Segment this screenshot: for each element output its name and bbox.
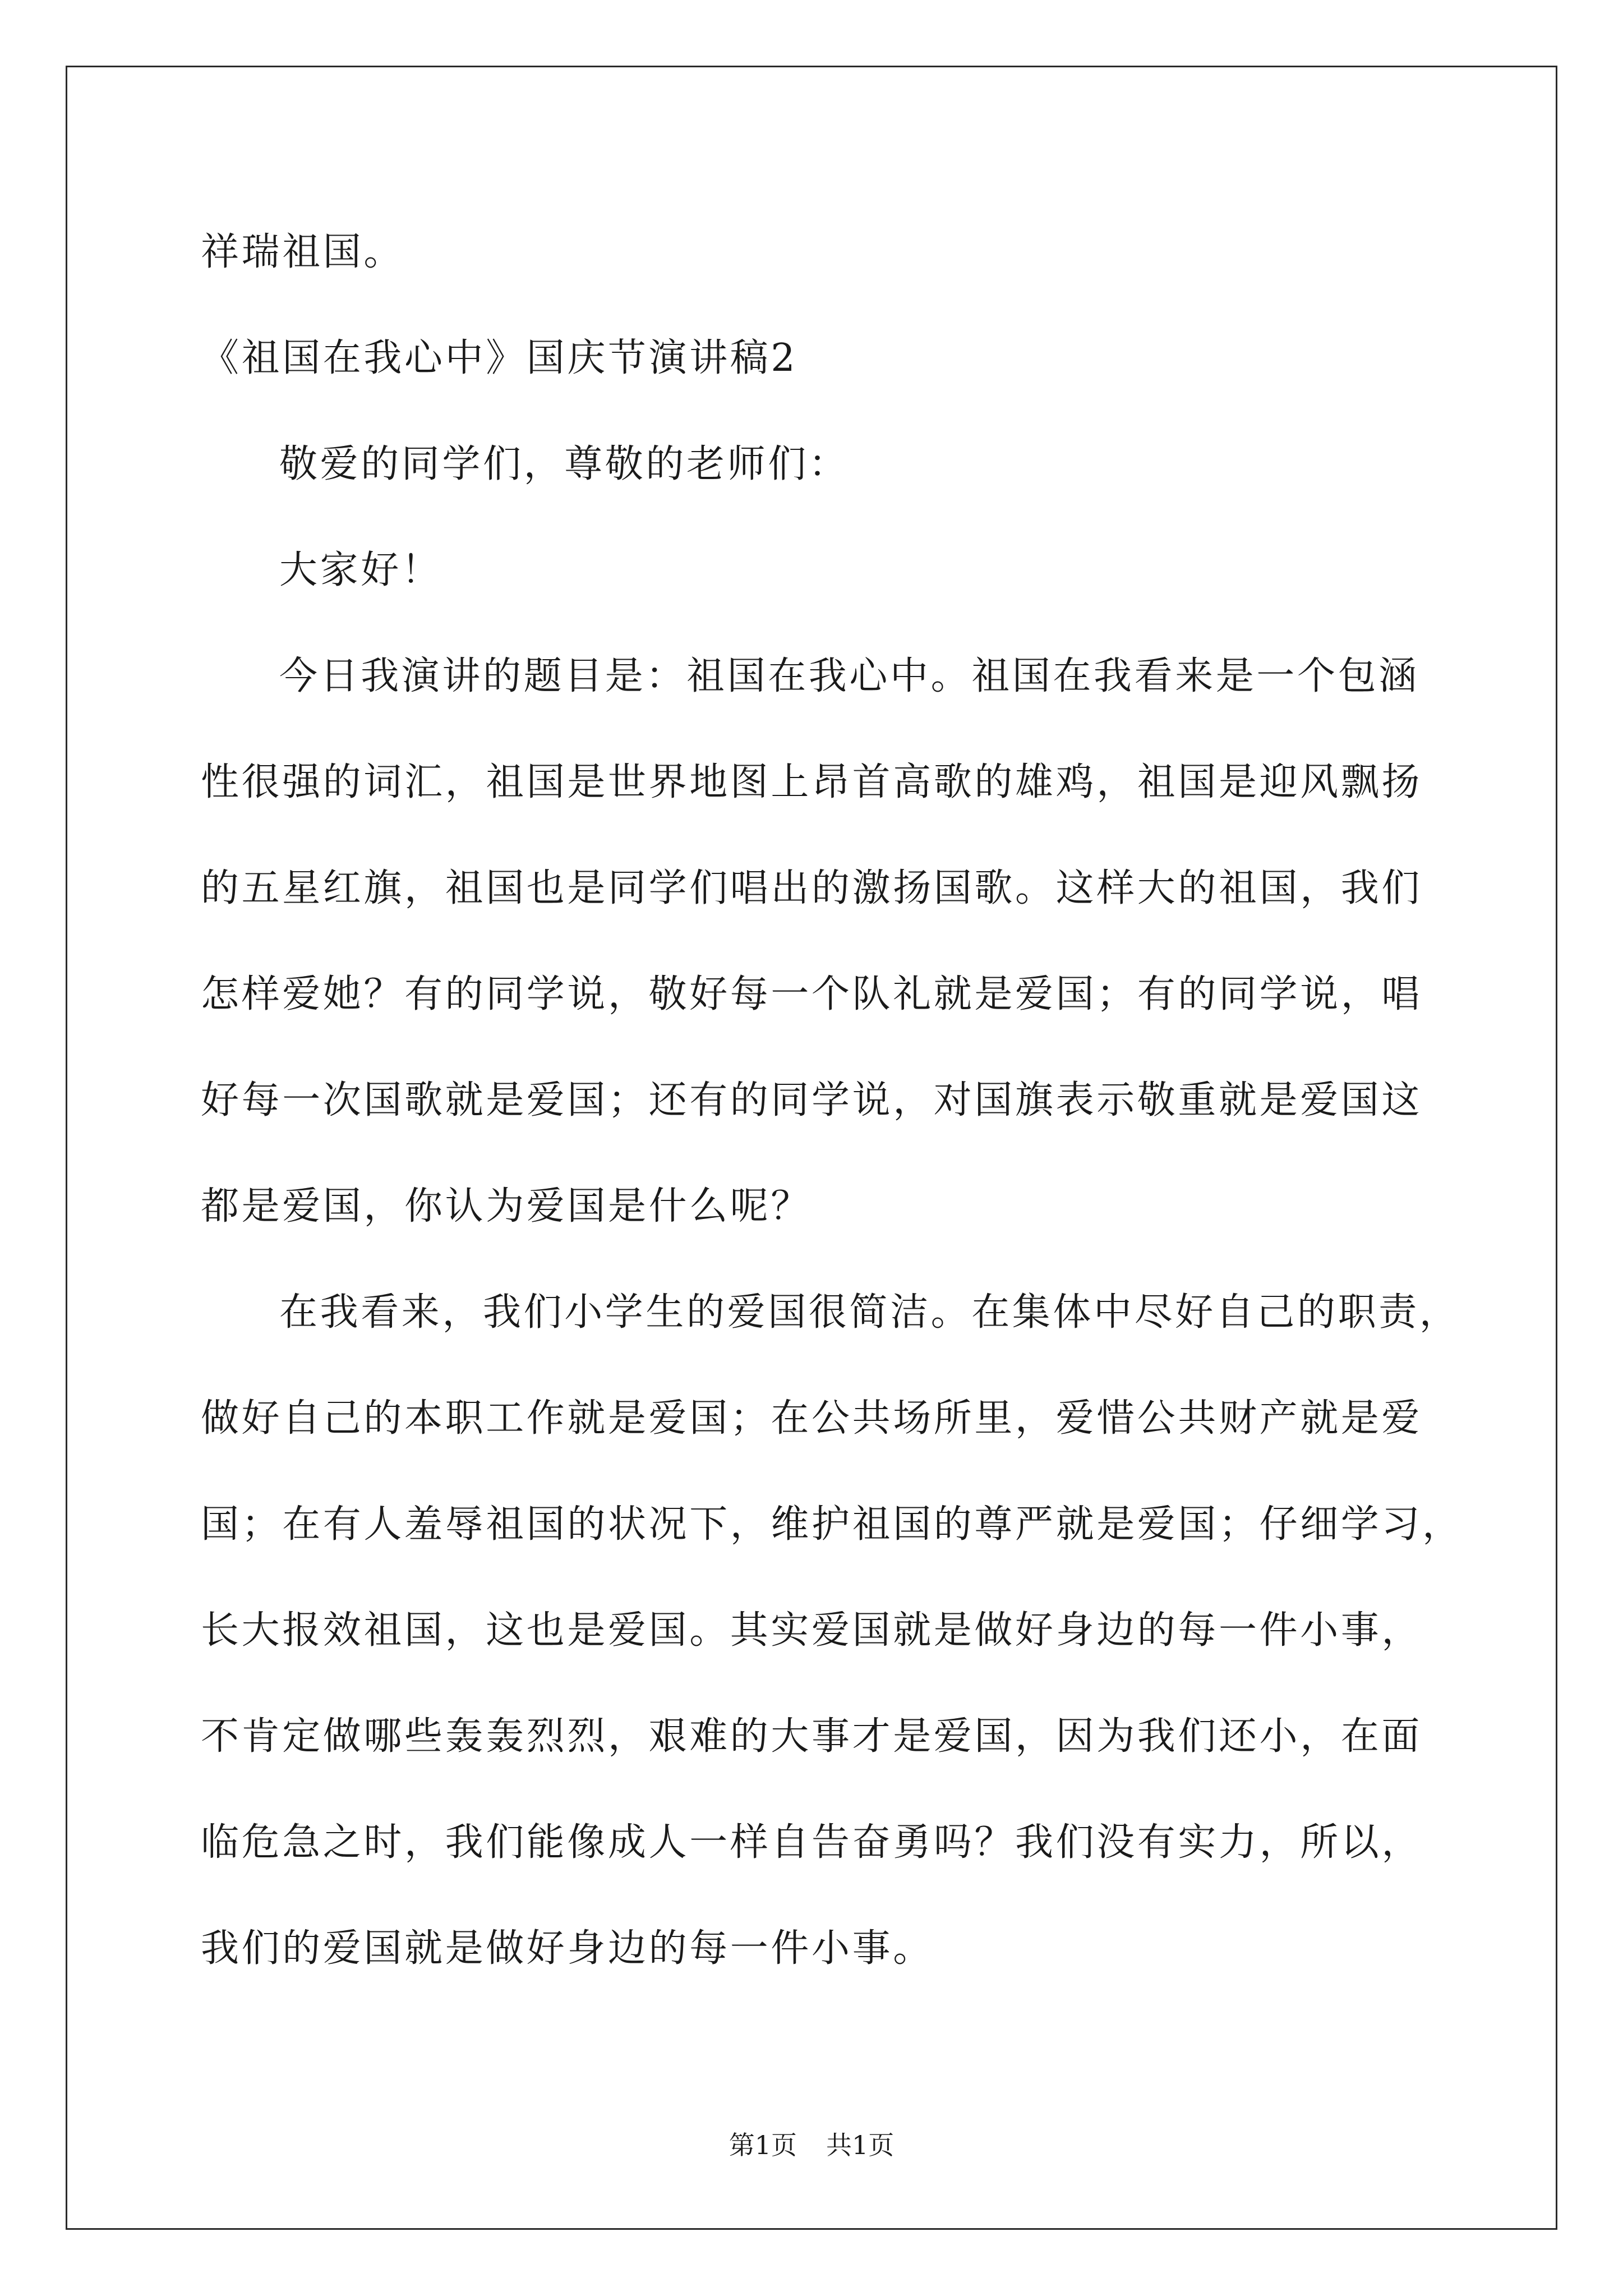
paragraph-1 <box>201 623 1536 1259</box>
paragraph-line: 好每一次国歌就是爱国；还有的同学说，对国旗表示敬重就是爱国这 <box>201 1078 1423 1122</box>
page-total: 共1页 <box>826 2130 895 2160</box>
document-body <box>201 199 1536 2001</box>
paragraph-line: 临危急之时，我们能像成人一样自告奋勇吗？我们没有实力，所以， <box>201 1820 1423 1865</box>
paragraph-2 <box>201 1259 1536 2001</box>
paragraph-line: 长大报效祖国，这也是爱国。其实爱国就是做好身边的每一件小事， <box>201 1608 1423 1653</box>
paragraph-line: 在我看来，我们小学生的爱国很简洁。在集体中尽好自己的职责， <box>279 1290 1460 1335</box>
paragraph-line: 国；在有人羞辱祖国的状况下，维护祖国的尊严就是爱国；仔细学习， <box>201 1502 1463 1547</box>
paragraph-line: 怎样爱她？有的同学说，敬好每一个队礼就是爱国；有的同学说，唱 <box>201 972 1423 1016</box>
greeting: 大家好！ <box>279 548 442 592</box>
salutation: 敬爱的同学们，尊敬的老师们： <box>279 442 850 486</box>
page-number: 第1页 <box>728 2130 797 2160</box>
paragraph-line: 我们的爱国就是做好身边的每一件小事。 <box>201 1926 934 1971</box>
paragraph-line: 做好自己的本职工作就是爱国；在公共场所里，爱惜公共财产就是爱 <box>201 1396 1423 1441</box>
paragraph-line: 都是爱国，你认为爱国是什么呢？ <box>201 1184 812 1228</box>
paragraph-line: 今日我演讲的题目是：祖国在我心中。祖国在我看来是一个包涵 <box>279 654 1419 698</box>
speech-title: 《祖国在我心中》国庆节演讲稿2 <box>201 336 798 380</box>
paragraph-line: 不肯定做哪些轰轰烈烈，艰难的大事才是爱国，因为我们还小，在面 <box>201 1714 1423 1759</box>
paragraph-line: 的五星红旗，祖国也是同学们唱出的激扬国歌。这样大的祖国，我们 <box>201 866 1423 910</box>
page-footer <box>0 2128 1623 2162</box>
paragraph-line: 性很强的词汇，祖国是世界地图上昂首高歌的雄鸡，祖国是迎风飘扬 <box>201 760 1423 804</box>
continuation-line: 祥瑞祖国。 <box>201 230 405 274</box>
